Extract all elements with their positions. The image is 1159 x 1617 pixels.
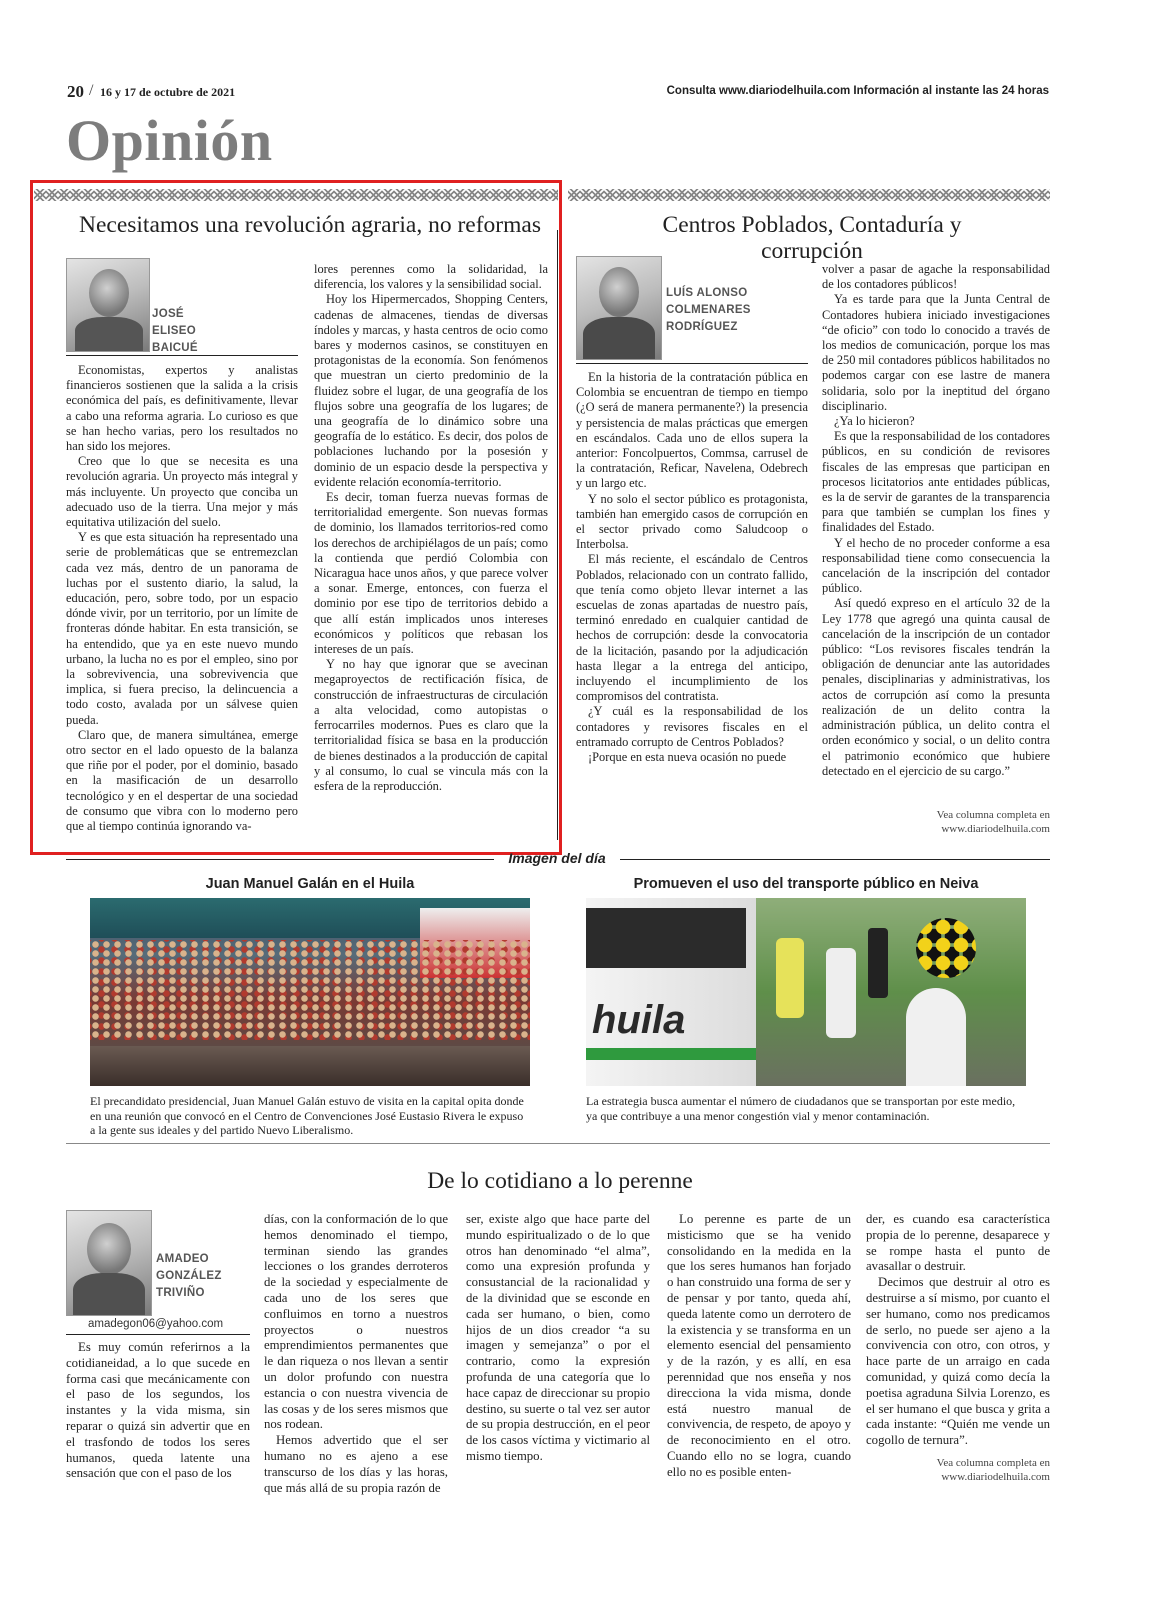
article3-title: De lo cotidiano a lo perenne <box>427 1168 693 1194</box>
author1-rule <box>66 355 298 356</box>
paragraph: Lo perenne es parte de un misticismo que se ha venido consolidando en la medida en la que los seres humanos han forjado o han construido una forma de ser y de pensar y por tanto, queda ahí, queda latente como un derrotero de la existencia y se transforma en un elemento esencial del pensamiento y de la razón, y es allí, en esa perennidad que nos enseña y nos direcciona la vida misma, donde está nuestro manual de convivencia, de respeto, de apoyo y de reconocimiento en el otro. Cuando ello no se logra, cuando ello no es posible enten- <box>667 1212 851 1479</box>
paragraph: Y el hecho de no proceder conforme a esa responsabilidad tiene como consecuencia la cancelación de la inscripción del contador público. <box>822 535 1050 596</box>
page-number: 20 <box>67 82 84 101</box>
article1-col1 <box>66 363 298 834</box>
article3-col2 <box>264 1212 448 1496</box>
credit-line-1: Vea columna completa en <box>936 1457 1050 1469</box>
paragraph: Y es que esta situación ha representado una serie de problemáticas que se entremezclan cada vez más, dentro de un panorama de luchas por el sustento diario, la salud, la educación, pero, sobre todo, por un espacio dónde vivir, por un territorio, por un límite de fronteras dónde habitar. En esta transición, se ha entendido, que ya en este nuevo mundo urbano, la lucha no es por el empleo, sino por la sobrevivencia, una sobrevivencia que implica, si fuera preciso, la delincuencia a todo costo, avalada por un sálvese quien pueda. <box>66 530 298 727</box>
tagline-site[interactable]: www.diariodelhuila.com <box>719 85 851 97</box>
tagline-prefix: Consulta <box>666 85 720 97</box>
paragraph: volver a pasar de agache la responsabilidad de los contadores públicos! <box>822 262 1050 292</box>
article3-col1 <box>66 1340 250 1482</box>
paragraph: Y no solo el sector público es protagonista, también han emergido casos de corrupción en el sector privado como Saludcoop o Interbolsa. <box>576 491 808 552</box>
page-date: 16 y 17 de octubre de 2021 <box>100 85 236 99</box>
paragraph: Ya es tarde para que la Junta Central de Contadores hubiera iniciado investigaciones “de oficio” con todo lo conocido a través de los medios de comunicación, porque los mas de 250 mil contadores públicos habilitados no podemos cargar con ese lastre de manera solidaria, solo por la ineptitud del órgano disciplinario. <box>822 292 1050 413</box>
paragraph: ¿Y cuál es la responsabilidad de los contadores y revisores fiscales en el entramado corrupto de Centros Poblados? <box>576 704 808 749</box>
article2-col2 <box>822 262 1050 779</box>
paragraph: Decimos que destruir al otro es destruirse a sí mismo, por cuanto el ser humano, como nos predicamos de serlo, no puede ser ajeno a la convivencia con otro, con otros, y hace parte de un arraigo en cada comunidad, y quizá como decía la poetisa agraduna Silvia Lorenzo, es el ser humano el que busca y grita a cada instante: “Quién me vende un cogollo de ternura”. <box>866 1275 1050 1448</box>
paragraph: Así quedó expreso en el artículo 32 de la Ley 1778 que agregó una quinta causal de cancelación de la inscripción de un contador público: “Los revisores fiscales tendrán la obligación de denunciar ante las autoridades penales, disciplinarias y administrativas, los actos de corrupción así como la presunta realización de un delito contra la administración pública, un delito contra el orden económico y social, o un delito contra el patrimonio económico que hubiere detectado en el ejercicio de su cargo.” <box>822 596 1050 778</box>
paragraph: El más reciente, el escándalo de Centros Poblados, relacionado con un contrato fallido, que tenía como objeto llevar internet a las escuelas de zonas apartadas de nuestro país, terminó enredado en cualquier cantidad de hechos de corrupción: desde la convocatoria de la licitación, pasando por la adjudicación hasta llegar a la entrega del anticipo, incluyendo el incumplimiento de los compromisos del contratista. <box>576 552 808 704</box>
author1-line-3: BAICUÉ <box>152 342 198 354</box>
article3-col3 <box>466 1212 650 1465</box>
paragraph: días, con la conformación de lo que hemos denominado el tiempo, terminan siendo las grandes lecciones o los grandes derroteros de la sociedad y especialmente de cada uno de los seres que confluimos en torno a nuestros proyectos o nuestros emprendimientos permanentes que le dan riqueza o nos llevan a sentir un dolor profundo con nuestra estancia o con nuestra vivencia de las cosas y de los seres mismos que nos rodean. <box>264 1212 448 1432</box>
imagen-left-caption: El precandidato presidencial, Juan Manuel Galán estuvo de visita en la capital opita donde en una reunión que convocó en el Centro de Convenciones José Eustasio Rivera le expuso a la gente sus ideales y del partido Nuevo Liberalismo. <box>90 1094 524 1137</box>
paragraph: ¿Ya lo hicieron? <box>834 414 915 429</box>
paragraph: lores perennes como la solidaridad, la diferencia, los valores y la sensibilidad social. <box>314 262 548 292</box>
paragraph: ¡Porque en esta nueva ocasión no puede <box>588 750 787 765</box>
article1-title: Necesitamos una revolución agraria, no reformas <box>79 212 541 238</box>
section-title: Opinión <box>66 108 273 173</box>
imagen-rule-right <box>620 859 1050 860</box>
author3-name <box>156 1251 222 1302</box>
article1-col2 <box>314 262 548 794</box>
credit-line-1: Vea columna completa en <box>936 809 1050 821</box>
credit-link[interactable]: www.diariodelhuila.com <box>941 1471 1050 1483</box>
article2-credit <box>822 808 1050 836</box>
paragraph: Hemos advertido que el ser humano no es ajeno a ese transcurso de los días y las horas, que más allá de su propia razón de <box>264 1433 448 1495</box>
author1-name <box>152 306 198 357</box>
audience-photo <box>90 898 530 1086</box>
imagen-section-label: Imagen del día <box>508 850 606 866</box>
paragraph: ser, existe algo que hace parte del mundo espiritualizado o de lo que otros han denominado “el alma”, como una expresión profunda y consustancial de la racionalidad y de la divinidad que se esconde en cada ser humano, o bien, como hijos de un dios creador “a su imagen y semejanza” o por el contrario, como la expresión profunda de una categoría que lo hace capaz de direccionar su propio destino, su suerte o tal vez ser autor de su propia destrucción, en el peor de los casos víctima y victimario al mismo tiempo. <box>466 1212 650 1463</box>
imagen-left-title: Juan Manuel Galán en el Huila <box>205 876 415 892</box>
article2-col1 <box>576 370 808 765</box>
bus-photo <box>586 898 1026 1086</box>
author2-line-1: LUÍS ALONSO <box>666 287 748 299</box>
author3-photo <box>66 1210 152 1316</box>
author2-line-3: RODRÍGUEZ <box>666 321 738 333</box>
paragraph: Es que la responsabilidad de los contadores públicos, en su condición de revisores fiscales de las empresas que participan en procesos licitatorios ante entidades públicas, es la de servir de garantes de la transparencia para que también se cumplan los fines y finalidades del Estado. <box>822 429 1050 535</box>
page-number-slash: / <box>89 82 94 99</box>
author2-name <box>666 285 751 336</box>
author3-line-3: TRIVIÑO <box>156 1287 205 1299</box>
author1-line-1: JOSÉ <box>152 308 184 320</box>
paragraph: der, es cuando esa característica propia de lo perenne, desaparece y se rompe hasta el punto de avasallar o destruir. <box>866 1212 1050 1274</box>
article3-credit <box>866 1456 1050 1484</box>
author2-rule <box>576 363 808 364</box>
paragraph: Es decir, toman fuerza nuevas formas de territorialidad emergente. Son nuevas formas de dominio, los llamados territorios-red como los derechos de archipiélagos de un país; como la contienda que perdió Colombia con Nicaragua hace unos años, y que parece volver a sonar. Emerge, entonces, con fuerza el dominio por ese tipo de territorios debido a que allí están implicados unos intereses económicos y políticos que rebasan los intereses de un país. <box>314 490 548 657</box>
imagen-rule-left <box>66 859 494 860</box>
author3-rule <box>66 1334 250 1335</box>
paragraph: Hoy los Hipermercados, Shopping Centers, cadenas de almacenes, tiendas de diversas índoles y marcas, y hasta centros de ocio como bares y modernos casinos, se constituyen en protagonistas de la economía. Son fenómenos que muestran un cierto predominio de la fluidez sobre el lugar, de una geografía de los flujos sobre una geografía de los lugares; de una geografía de lo dinámico sobre una geografía de lo estático. Es decir, dos polos de poblaciones luchando por la posesión y dominio de un espacio desde la perspectiva y evidente relación economía-territorio. <box>314 292 548 489</box>
paragraph: Y no hay que ignorar que se avecinan megaproyectos de rectificación física, de construcción de infraestructuras de circulación a alta velocidad, como autopistas o ferrocarriles modernos. Pues es claro que la territorialidad física se basa en la producción de bienes destinados a la producción de capital y al consumo, lo cual se vincula más con la esfera de la reproducción. <box>314 657 548 793</box>
author1-photo <box>66 258 150 352</box>
paragraph: Es muy común referirnos a la cotidianeidad, a lo que sucede en forma casi que mecánicamente con el paso de los segundos, los instantes y la vida misma, sin reparar o quizá sin advertir que en el trasfondo de todos los seres humanos, queda latente una sensación que con el paso de los <box>66 1340 250 1481</box>
imagen-right-caption: La estrategia busca aumentar el número de ciudadanos que se transportan por este medio, ya que contribuye a una menor congestión vial y menor contaminación. <box>586 1094 1016 1123</box>
paragraph: En la historia de la contratación pública en Colombia se encuentran de tiempo en tiempo (¿O será de manera permanente?) la presencia y persistencia de malas prácticas que emergen en escándalos. Cada uno de ellos supera la anterior: Foncolpuertos, Commsa, carrusel de la contratación, Reficar, Navelena, Odebrech y un largo etc. <box>576 370 808 491</box>
author2-photo <box>576 256 662 360</box>
article1-column-divider <box>557 230 558 840</box>
imagen-bottom-rule <box>66 1143 1050 1144</box>
article3-col4 <box>667 1212 851 1481</box>
zigzag-divider-right <box>568 189 1050 201</box>
author2-line-2: COLMENARES <box>666 304 751 316</box>
author1-line-2: ELISEO <box>152 325 196 337</box>
paragraph: Creo que lo que se necesita es una revolución agraria. Un proyecto más integral y más incluyente. Un proyecto que conciba un adecuado uso de la tierra. Una mejor y más equitativa utilización del suelo. <box>66 454 298 530</box>
article3-col5 <box>866 1212 1050 1449</box>
bus-logo: huila <box>592 998 686 1042</box>
header-tagline <box>667 85 1049 97</box>
paragraph: Economistas, expertos y analistas financieros sostienen que la salida a la crisis económica del país, es definitivamente, llevar a cabo una reforma agraria. Lo curioso es que se han hecho varias, pero los resultados no han sido los mejores. <box>66 363 298 454</box>
author3-line-1: AMADEO <box>156 1253 209 1265</box>
page-header <box>67 84 1049 102</box>
paragraph: Claro que, de manera simultánea, emerge otro sector en el lado opuesto de la balanza que riñe por el poder, por el dominio, basado en la masificación de un desarrollo tecnológico y en el despertar de una sociedad de consumo que vibra con lo moderno pero que al tiempo continúa ignorando va- <box>66 727 298 834</box>
credit-link[interactable]: www.diariodelhuila.com <box>941 823 1050 835</box>
imagen-right-title: Promueven el uso del transporte público en Neiva <box>633 876 979 892</box>
author3-line-2: GONZÁLEZ <box>156 1270 222 1282</box>
article2-title: Centros Poblados, Contaduría y corrupción <box>662 212 962 264</box>
tagline-suffix: Información al instante las 24 horas <box>850 85 1049 97</box>
author3-email[interactable]: amadegon06@yahoo.com <box>88 1318 224 1330</box>
